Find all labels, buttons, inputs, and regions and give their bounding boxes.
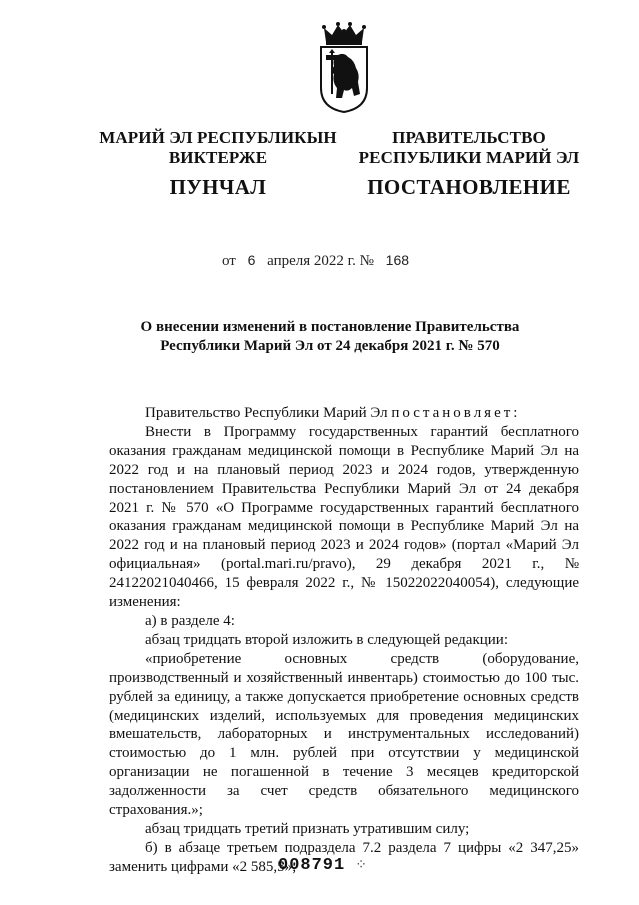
title-line2: Республики Марий Эл от 24 декабря 2021 г. № 570 [160,338,500,354]
stamp-mark-icon: ⁘ [355,858,368,874]
document-date-line [0,252,639,270]
preamble-verb: постановляет: [391,405,521,421]
header-right-line2: РЕСПУБЛИКИ МАРИЙ ЭЛ [358,148,580,167]
body-preamble [109,404,579,423]
header-left-mari [92,128,344,202]
body-paragraph: а) в разделе 4: [145,612,235,629]
document-body [109,404,579,877]
serial-number: 008791 [278,856,346,875]
header-left-doc-type: ПУНЧАЛ [169,175,267,199]
preamble-text: Правительство Республики Марий Эл [145,405,392,421]
header-left-line1: МАРИЙ ЭЛ РЕСПУБЛИКЫН [99,128,337,147]
body-paragraph: Внести в Программу государственных гарантий бесплатного оказания гражданам медицинской помощи в Республике Марий Эл на 2022 год и на плановый период 2023 и 2024 годов, утвержденную постановлением Правительства Республики Марий Эл от 24 декабря 2021 г. № 570 «О Программе государственных гарантий бесплатного оказания гражданам медицинской помощи в Республике Марий Эл на 2022 год и на плановый период 2023 и 2024 годов» (портал «Марий Эл официальная» (portal.mari.ru/pravo), 29 декабря 2021 г., № 24122021040466, 15 февраля 2022 г., № 15022022040054), следующие изменения: [109,423,579,611]
form-serial-number [278,856,368,875]
header-right-doc-type: ПОСТАНОВЛЕНИЕ [367,175,571,199]
body-paragraph: абзац тридцать третий признать утратившим силу; [145,820,470,837]
body-paragraph: б) в абзаце третьем подраздела 7.2 раздела 7 цифры «2 347,25» заменить цифрами «2 585,5»; [109,839,579,875]
header-right-line1: ПРАВИТЕЛЬСТВО [392,128,546,147]
document-number: 168 [385,252,410,268]
title-line1: О внесении изменений в постановление Правительства [140,319,520,335]
body-paragraph: «приобретение основных средств (оборудование, производственный и хозяйственный инвентарь) стоимостью до 100 тыс. рублей за единицу, а также допускается приобретение основных средств (медицинских изделий, используемых для проведения медицинских вмешательств, лабораторных и инструментальных исследований) стоимостью до 1 млн. рублей при отсутствии у медицинской организации не погашенной в течение 3 месяцев кредиторской задолженности за счет средств обязательного медицинского страхования.»; [109,650,579,819]
body-paragraph: абзац тридцать второй изложить в следующей редакции: [145,631,508,648]
header-right-russian [344,128,594,202]
date-rest: апреля 2022 г. № [267,253,374,269]
header-left-line2: ВИКТЕРЖЕ [168,148,268,167]
document-title [120,318,540,356]
date-day: 6 [247,252,256,268]
coat-of-arms-emblem [318,22,370,114]
date-prefix: от [221,253,236,269]
